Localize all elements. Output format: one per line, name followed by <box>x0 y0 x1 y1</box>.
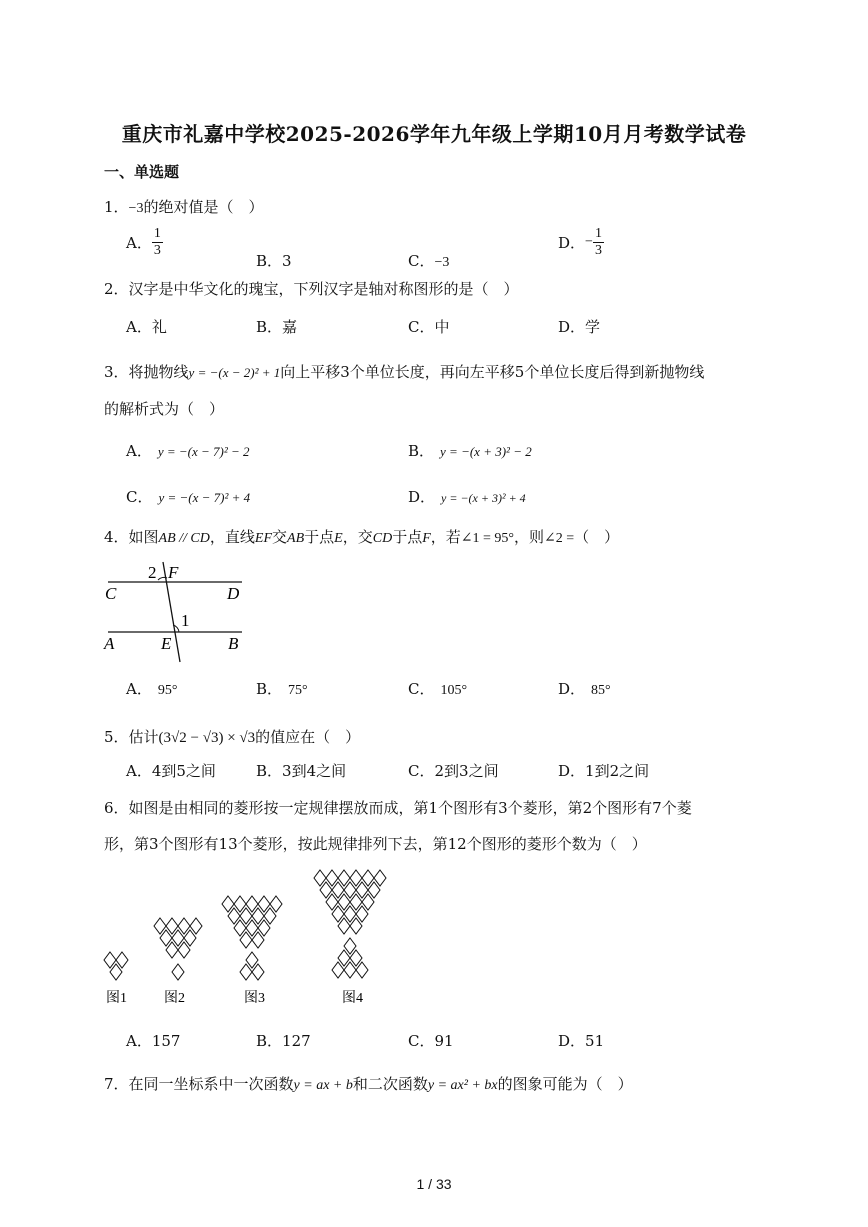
q2-option-c: C．中 <box>408 318 450 336</box>
q3-option-c: C． y = −(x − 7)² + 4 <box>126 488 251 506</box>
q6-option-a: A．157 <box>126 1032 181 1050</box>
label-1: 1 <box>181 611 190 630</box>
q4-option-c: C． 105° <box>408 680 468 698</box>
q1-option-d: D．− $\frac{1}{3}$ <box>558 226 602 258</box>
label-F: F <box>168 563 179 582</box>
label-2: 2 <box>148 563 157 582</box>
page-number: 1 / 33 <box>416 1176 452 1192</box>
document-title: 重庆市礼嘉中学校2025-2026学年九年级上学期10月月考数学试卷 <box>121 122 747 146</box>
question-2-stem: 2．汉字是中华文化的瑰宝，下列汉字是轴对称图形的是（ ） <box>104 280 519 298</box>
q1-option-b: B．3 <box>256 252 292 270</box>
label-B: B <box>228 634 239 653</box>
figure-label-3: 图3 <box>244 991 265 1006</box>
figure-label-1: 图1 <box>106 991 127 1006</box>
q5-option-b: B．3到4之间 <box>256 762 347 780</box>
pattern-figure-3 <box>222 896 282 980</box>
q1-option-a: A． $\frac{1}{3}$ <box>126 226 161 258</box>
question-3-stem: 3．将抛物线y = −(x − 2)² + 1向上平移3个单位长度，再向左平移5个单位长度后得到新抛物线 <box>104 363 705 381</box>
q4-option-b: B． 75° <box>256 680 308 698</box>
figure-label-4: 图4 <box>342 991 363 1006</box>
q2-option-d: D．学 <box>558 318 601 336</box>
q1-option-c: C．−3 <box>408 252 450 270</box>
q5-option-c: C．2到3之间 <box>408 762 499 780</box>
figure-label-2: 图2 <box>164 991 185 1006</box>
pattern-figure-2 <box>154 918 202 980</box>
q3-option-b: B． y = −(x + 3)² − 2 <box>408 442 532 460</box>
question-6-stem: 6．如图是由相同的菱形按一定规律摆放而成，第1个图形有3个菱形，第2个图形有7个菱 <box>104 799 692 817</box>
q4-option-a: A． 95° <box>126 680 178 698</box>
q4-option-d: D． 85° <box>558 680 611 698</box>
q2-option-a: A．礼 <box>126 318 167 336</box>
parallel-lines-figure <box>100 558 250 670</box>
question-6-stem-line2: 形，第3个图形有13个菱形，按此规律排列下去，第12个图形的菱形个数为（ ） <box>104 835 647 853</box>
label-D: D <box>227 584 240 603</box>
question-5-stem: 5．估计(3√2 − √3) × √3的值应在（ ） <box>104 728 361 746</box>
section-heading: 一、单选题 <box>104 163 180 181</box>
question-4-stem: 4．如图AB // CD，直线EF交AB于点E，交CD于点F，若∠1 = 95°，则∠2 =（ ） <box>104 528 620 546</box>
label-C: C <box>105 584 117 603</box>
q5-option-d: D．1到2之间 <box>558 762 650 780</box>
q3-option-a: A． y = −(x − 7)² − 2 <box>126 442 250 460</box>
question-3-stem-line2: 的解析式为（ ） <box>104 400 225 418</box>
q5-option-a: A．4到5之间 <box>126 762 216 780</box>
q6-option-b: B．127 <box>256 1032 311 1050</box>
label-E: E <box>161 634 172 653</box>
rhombus-pattern-figure <box>100 864 410 1014</box>
label-A: A <box>104 634 115 653</box>
pattern-figure-4 <box>314 870 386 978</box>
question-1-stem: 1．−3的绝对值是（ ） <box>104 198 264 216</box>
q6-option-c: C．91 <box>408 1032 454 1050</box>
q3-option-d: D． y = −(x + 3)² + 4 <box>408 488 526 506</box>
q2-option-b: B．嘉 <box>256 318 298 336</box>
question-7-stem: 7．在同一坐标系中一次函数y = ax + b和二次函数y = ax² + bx的图象可能为（ ） <box>104 1075 633 1093</box>
pattern-figure-1 <box>104 952 128 980</box>
q6-option-d: D．51 <box>558 1032 605 1050</box>
